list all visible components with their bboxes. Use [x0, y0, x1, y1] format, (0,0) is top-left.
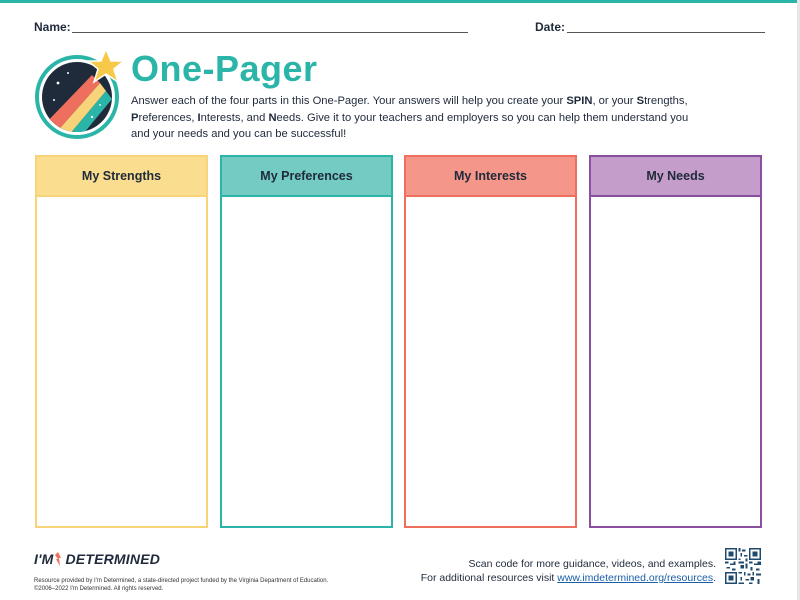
preferences-column — [220, 155, 393, 528]
flame-icon — [54, 552, 62, 566]
interests-answer-area[interactable] — [406, 197, 575, 526]
name-field[interactable] — [72, 32, 468, 33]
needs-answer-area[interactable] — [591, 197, 760, 526]
date-field[interactable] — [567, 32, 765, 33]
shooting-star-icon — [34, 45, 134, 140]
top-rule — [0, 0, 800, 3]
needs-column — [589, 155, 762, 528]
resources-link[interactable]: www.imdetermined.org/resources — [557, 572, 714, 584]
scan-text: Scan code for more guidance, videos, and examples. — [468, 558, 716, 570]
resources-line: For additional resources visit www.imdetermined.org/resources. — [420, 572, 716, 584]
preferences-answer-area[interactable] — [222, 197, 391, 526]
interests-column — [404, 155, 577, 528]
date-label: Date: — [535, 20, 566, 34]
name-label: Name: — [34, 20, 71, 34]
footer-resources — [421, 557, 716, 585]
strengths-answer-area[interactable] — [37, 197, 206, 526]
strengths-column — [35, 155, 208, 528]
needs-header: My Needs — [591, 157, 760, 197]
footer-copyright: ©2006–2022 I'm Determined. All rights reserved. — [34, 586, 164, 592]
strengths-header: My Strengths — [37, 157, 206, 197]
intro-text: Answer each of the four parts in this One-Pager. Your answers will help you create your SPIN, or your Strengths, Preferences, Interests, and Needs. Give it to your teachers and employers so you can help them understand you and your needs and you can be successful! — [131, 95, 689, 140]
preferences-header: My Preferences — [222, 157, 391, 197]
brand-logo: I'M DETERMINED — [34, 551, 161, 567]
page-title: One-Pager — [131, 48, 318, 89]
interests-header: My Interests — [406, 157, 575, 197]
qr-code-icon[interactable] — [725, 548, 761, 584]
footer-credit: Resource provided by I'm Determined, a state-directed project funded by the Virginia Department of Education. — [34, 578, 329, 584]
